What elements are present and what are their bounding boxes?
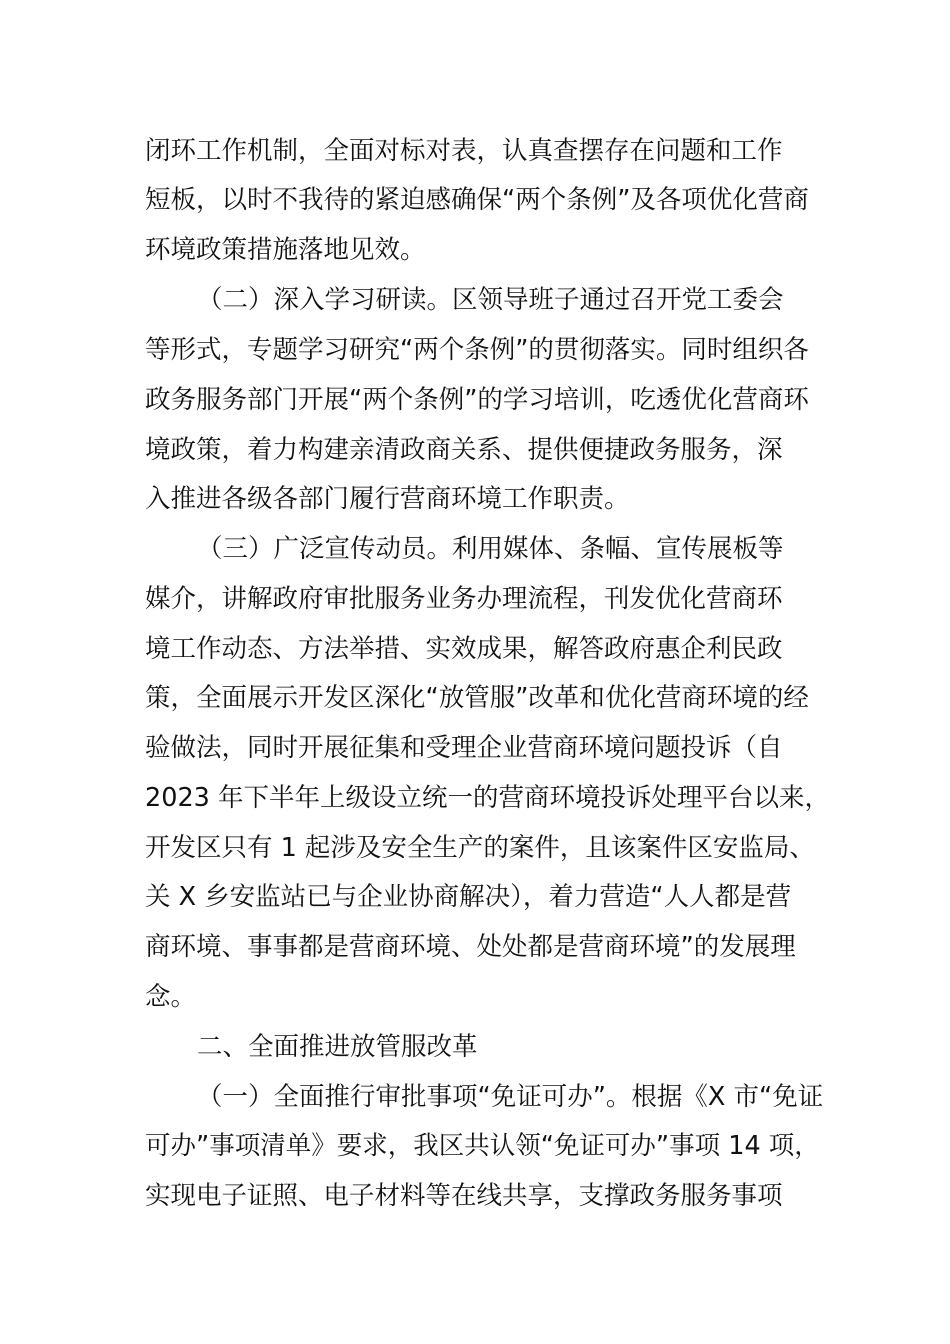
text-line-10: 媒介，讲解政府审批服务业务办理流程，刊发优化营商环 (145, 584, 783, 614)
text-line-20: （一）全面推行审批事项“免证可办”。根据《X 市“免证 (197, 1082, 824, 1112)
text-line-13: 验做法，同时开展征集和受理企业营商环境问题投诉（自 (145, 733, 783, 763)
text-line-15: 开发区只有 1 起涉及安全生产的案件，且该案件区安监局、 (145, 833, 815, 863)
text-line-6: 政务服务部门开展“两个条例”的学习培训，吃透优化营商环 (145, 385, 809, 415)
text-line-21: 可办”事项清单》要求，我区共认领“免证可办”事项 14 项， (145, 1131, 820, 1161)
text-line-12: 策，全面展示开发区深化“放管服”改革和优化营商环境的经 (145, 683, 809, 713)
text-line-4: （二）深入学习研读。区领导班子通过召开党工委会 (197, 285, 784, 315)
text-line-14: 2023 年下半年上级设立统一的营商环境投诉处理平台以来， (145, 783, 831, 813)
text-line-2: 短板，以时不我待的紧迫感确保“两个条例”及各项优化营商 (145, 185, 809, 215)
text-line-18: 念。 (145, 982, 197, 1012)
text-line-5: 等形式，专题学习研究“两个条例”的贯彻落实。同时组织各 (145, 335, 809, 365)
text-line-3: 环境政策措施落地见效。 (145, 235, 426, 265)
text-line-1: 闭环工作机制，全面对标对表，认真查摆存在问题和工作 (145, 136, 783, 166)
text-line-11: 境工作动态、方法举措、实效成果，解答政府惠企利民政 (145, 634, 783, 664)
text-line-16: 关 X 乡安监站已与企业协商解决），着力营造“人人都是营 (145, 882, 792, 912)
text-line-22: 实现电子证照、电子材料等在线共享，支撑政务服务事项 (145, 1181, 783, 1211)
text-line-17: 商环境、事事都是营商环境、处处都是营商环境”的发展理 (145, 932, 796, 962)
text-line-9: （三）广泛宣传动员。利用媒体、条幅、宣传展板等 (197, 534, 784, 564)
text-line-7: 境政策，着力构建亲清政商关系、提供便捷政务服务，深 (145, 435, 783, 465)
text-line-8: 入推进各级各部门履行营商环境工作职责。 (145, 484, 630, 514)
section-heading: 二、全面推进放管服改革 (197, 1032, 478, 1062)
